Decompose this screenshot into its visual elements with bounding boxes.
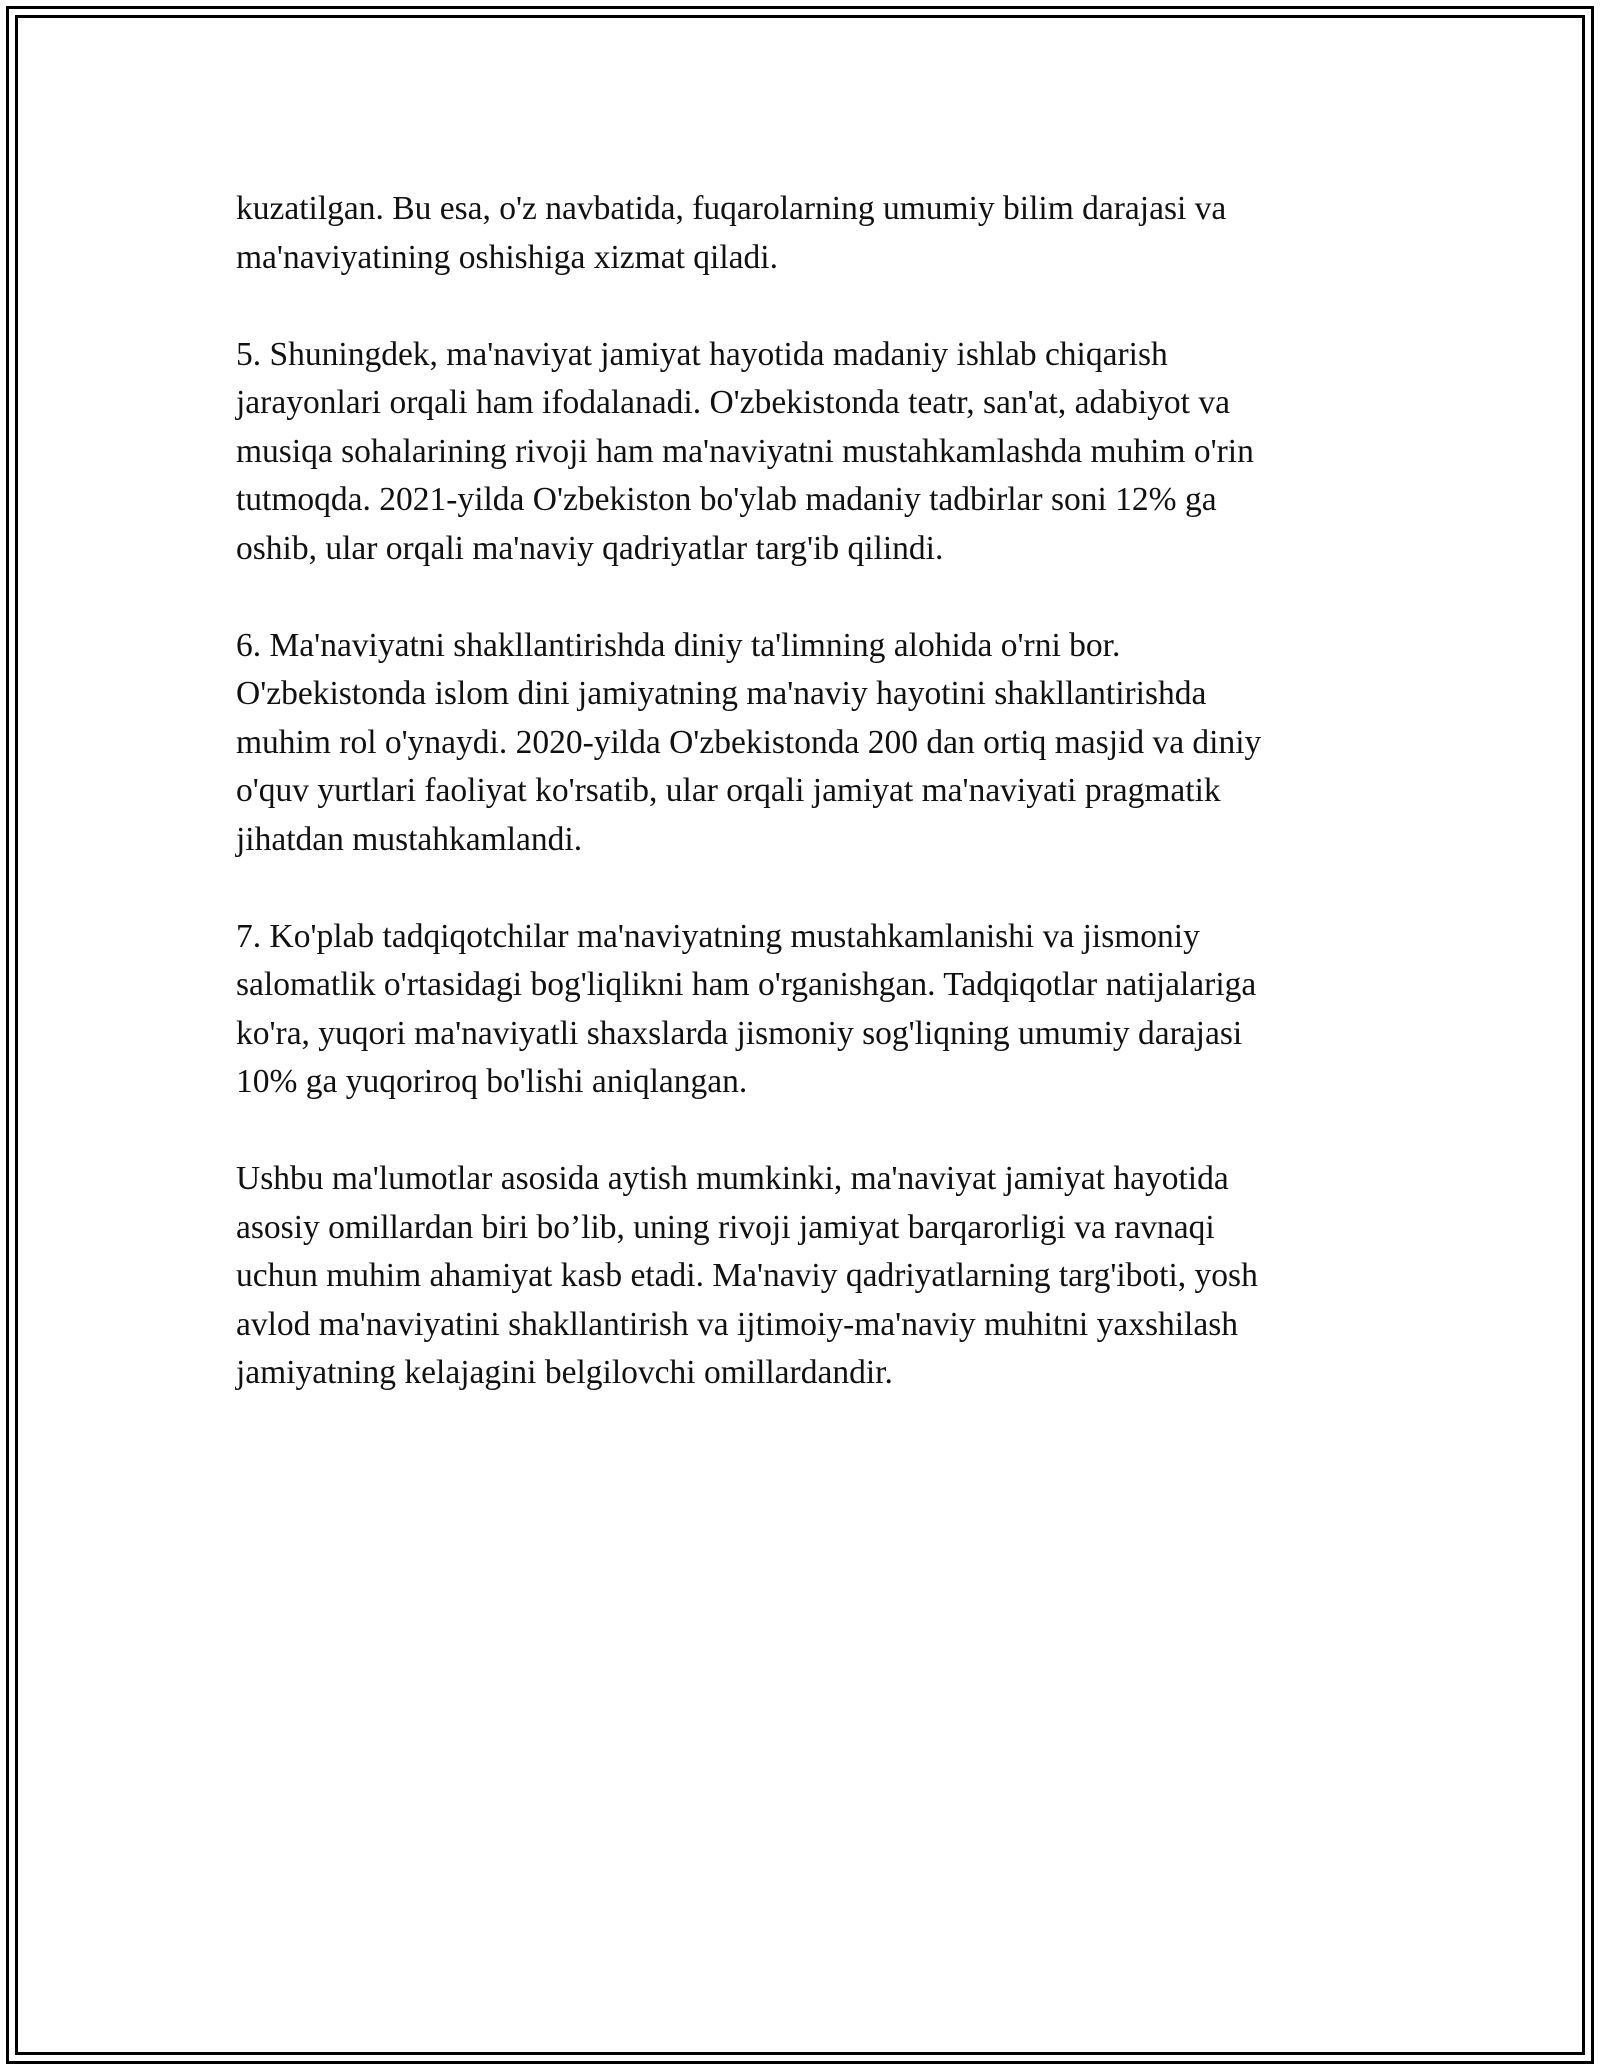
paragraph-continuation xyxy=(236,185,1366,282)
text-line: 7. Ko'plab tadqiqotchilar ma'naviyatning mustahkamlanishi va jismoniy xyxy=(236,917,1200,955)
text-line: avlod ma'naviyatini shakllantirish va ijtimoiy-ma'naviy muhitni yaxshilash xyxy=(236,1305,1239,1343)
text-line: musiqa sohalarining rivoji ham ma'naviyatni mustahkamlashda muhim o'rin xyxy=(236,432,1254,470)
text-line: jarayonlari orqali ham ifodalanadi. O'zbekistonda teatr, san'at, adabiyot va xyxy=(236,384,1230,421)
paragraph-conclusion xyxy=(236,1155,1366,1398)
text-line: 5. Shuningdek, ma'naviyat jamiyat hayotida madaniy ishlab chiqarish xyxy=(236,335,1168,373)
text-line: muhim rol o'ynaydi. 2020-yilda O'zbekistonda 200 dan ortiq masjid va diniy xyxy=(236,723,1262,761)
text-line: asosiy omillardan biri bo’lib, uning rivoji jamiyat barqarorligi va ravnaqi xyxy=(236,1208,1215,1246)
text-line: kuzatilgan. Bu esa, o'z navbatida, fuqarolarning umumiy bilim darajasi va xyxy=(236,190,1227,227)
text-line: O'zbekistonda islom dini jamiyatning ma'naviy hayotini shakllantirishda xyxy=(236,675,1207,712)
document-body xyxy=(236,185,1366,1446)
text-line: uchun muhim ahamiyat kasb etadi. Ma'naviy qadriyatlarning targ'iboti, yosh xyxy=(236,1257,1258,1294)
text-line: 10% ga yuqoriroq bo'lishi aniqlangan. xyxy=(236,1063,748,1100)
text-line: o'quv yurtlari faoliyat ko'rsatib, ular orqali jamiyat ma'naviyati pragmatik xyxy=(236,772,1221,809)
text-line: jihatdan mustahkamlandi. xyxy=(236,820,583,858)
text-line: tutmoqda. 2021-yilda O'zbekiston bo'ylab madaniy tadbirlar soni 12% ga xyxy=(236,481,1217,518)
text-line: oshib, ular orqali ma'naviy qadriyatlar targ'ib qilindi. xyxy=(236,529,944,567)
text-line: salomatlik o'rtasidagi bog'liqlikni ham o'rganishgan. Tadqiqotlar natijalariga xyxy=(236,966,1257,1003)
text-line: jamiyatning kelajagini belgilovchi omillardandir. xyxy=(236,1354,893,1391)
text-line: Ushbu ma'lumotlar asosida aytish mumkinki, ma'naviyat jamiyat hayotida xyxy=(236,1160,1229,1197)
text-line: 6. Ma'naviyatni shakllantirishda diniy ta'limning alohida o'rni bor. xyxy=(236,626,1121,664)
paragraph-item-5 xyxy=(236,331,1366,574)
paragraph-item-7 xyxy=(236,913,1366,1107)
text-line: ma'naviyatining oshishiga xizmat qiladi. xyxy=(236,238,778,276)
paragraph-item-6 xyxy=(236,622,1366,865)
text-line: ko'ra, yuqori ma'naviyatli shaxslarda jismoniy sog'liqning umumiy darajasi xyxy=(236,1014,1243,1052)
